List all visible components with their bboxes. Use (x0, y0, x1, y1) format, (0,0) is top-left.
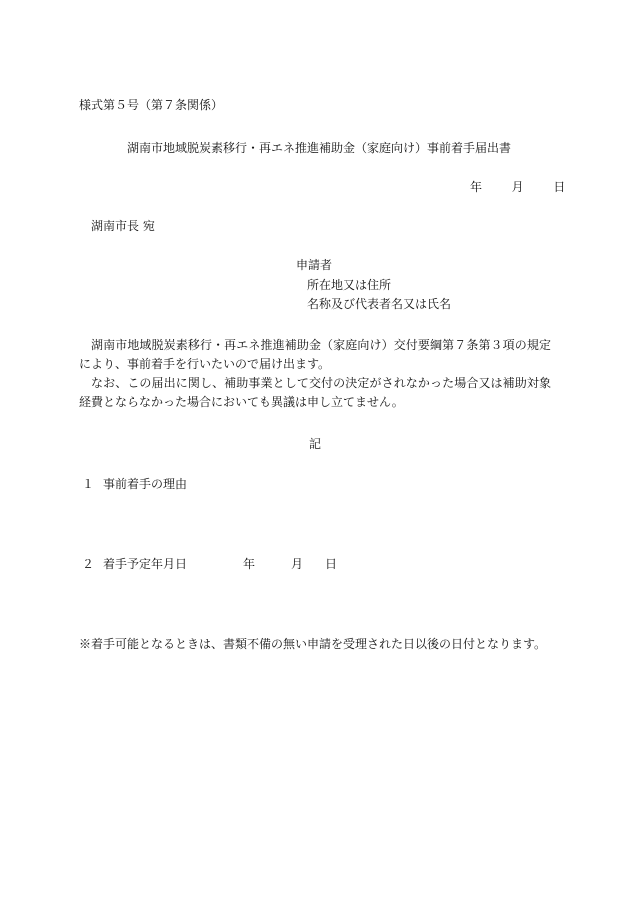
item-2-year-label: 年 (243, 557, 256, 571)
applicant-name-label: 名称及び代表者名又は氏名 (307, 297, 452, 311)
body-paragraph-1: 湖南市地域脱炭素移行・再エネ推進補助金（家庭向け）交付要綱第７条第３項の規定により、事前着手を行いたいので届け出ます。 (79, 338, 551, 371)
document-title: 湖南市地域脱炭素移行・再エネ推進補助金（家庭向け）事前着手届出書 (127, 141, 512, 155)
item-2-month-label: 月 (291, 557, 304, 571)
item-2-day-label: 日 (325, 557, 338, 571)
item-2-label: 着手予定年月日 (103, 557, 188, 571)
form-number: 様式第５号（第７条関係） (79, 98, 224, 112)
item-2-number: ２ (82, 557, 95, 571)
submission-date (470, 180, 565, 194)
addressee: 湖南市長 宛 (91, 219, 155, 233)
applicant-address-label: 所在地又は住所 (307, 278, 392, 292)
item-1-number: １ (82, 477, 95, 491)
footnote: ※着手可能となるときは、書類不備の無い申請を受理された日以後の日付となります。 (79, 637, 547, 651)
date-day-label: 日 (553, 180, 566, 194)
body-paragraph-2: なお、この届出に関し、補助事業として交付の決定がされなかった場合又は補助対象経費とならなかった場合においても異議は申し立てません。 (79, 376, 551, 409)
applicant-heading: 申請者 (296, 258, 333, 272)
ki-heading: 記 (309, 437, 322, 451)
date-year-label: 年 (470, 180, 483, 194)
date-month-label: 月 (511, 180, 524, 194)
item-1-label: 事前着手の理由 (103, 477, 188, 491)
